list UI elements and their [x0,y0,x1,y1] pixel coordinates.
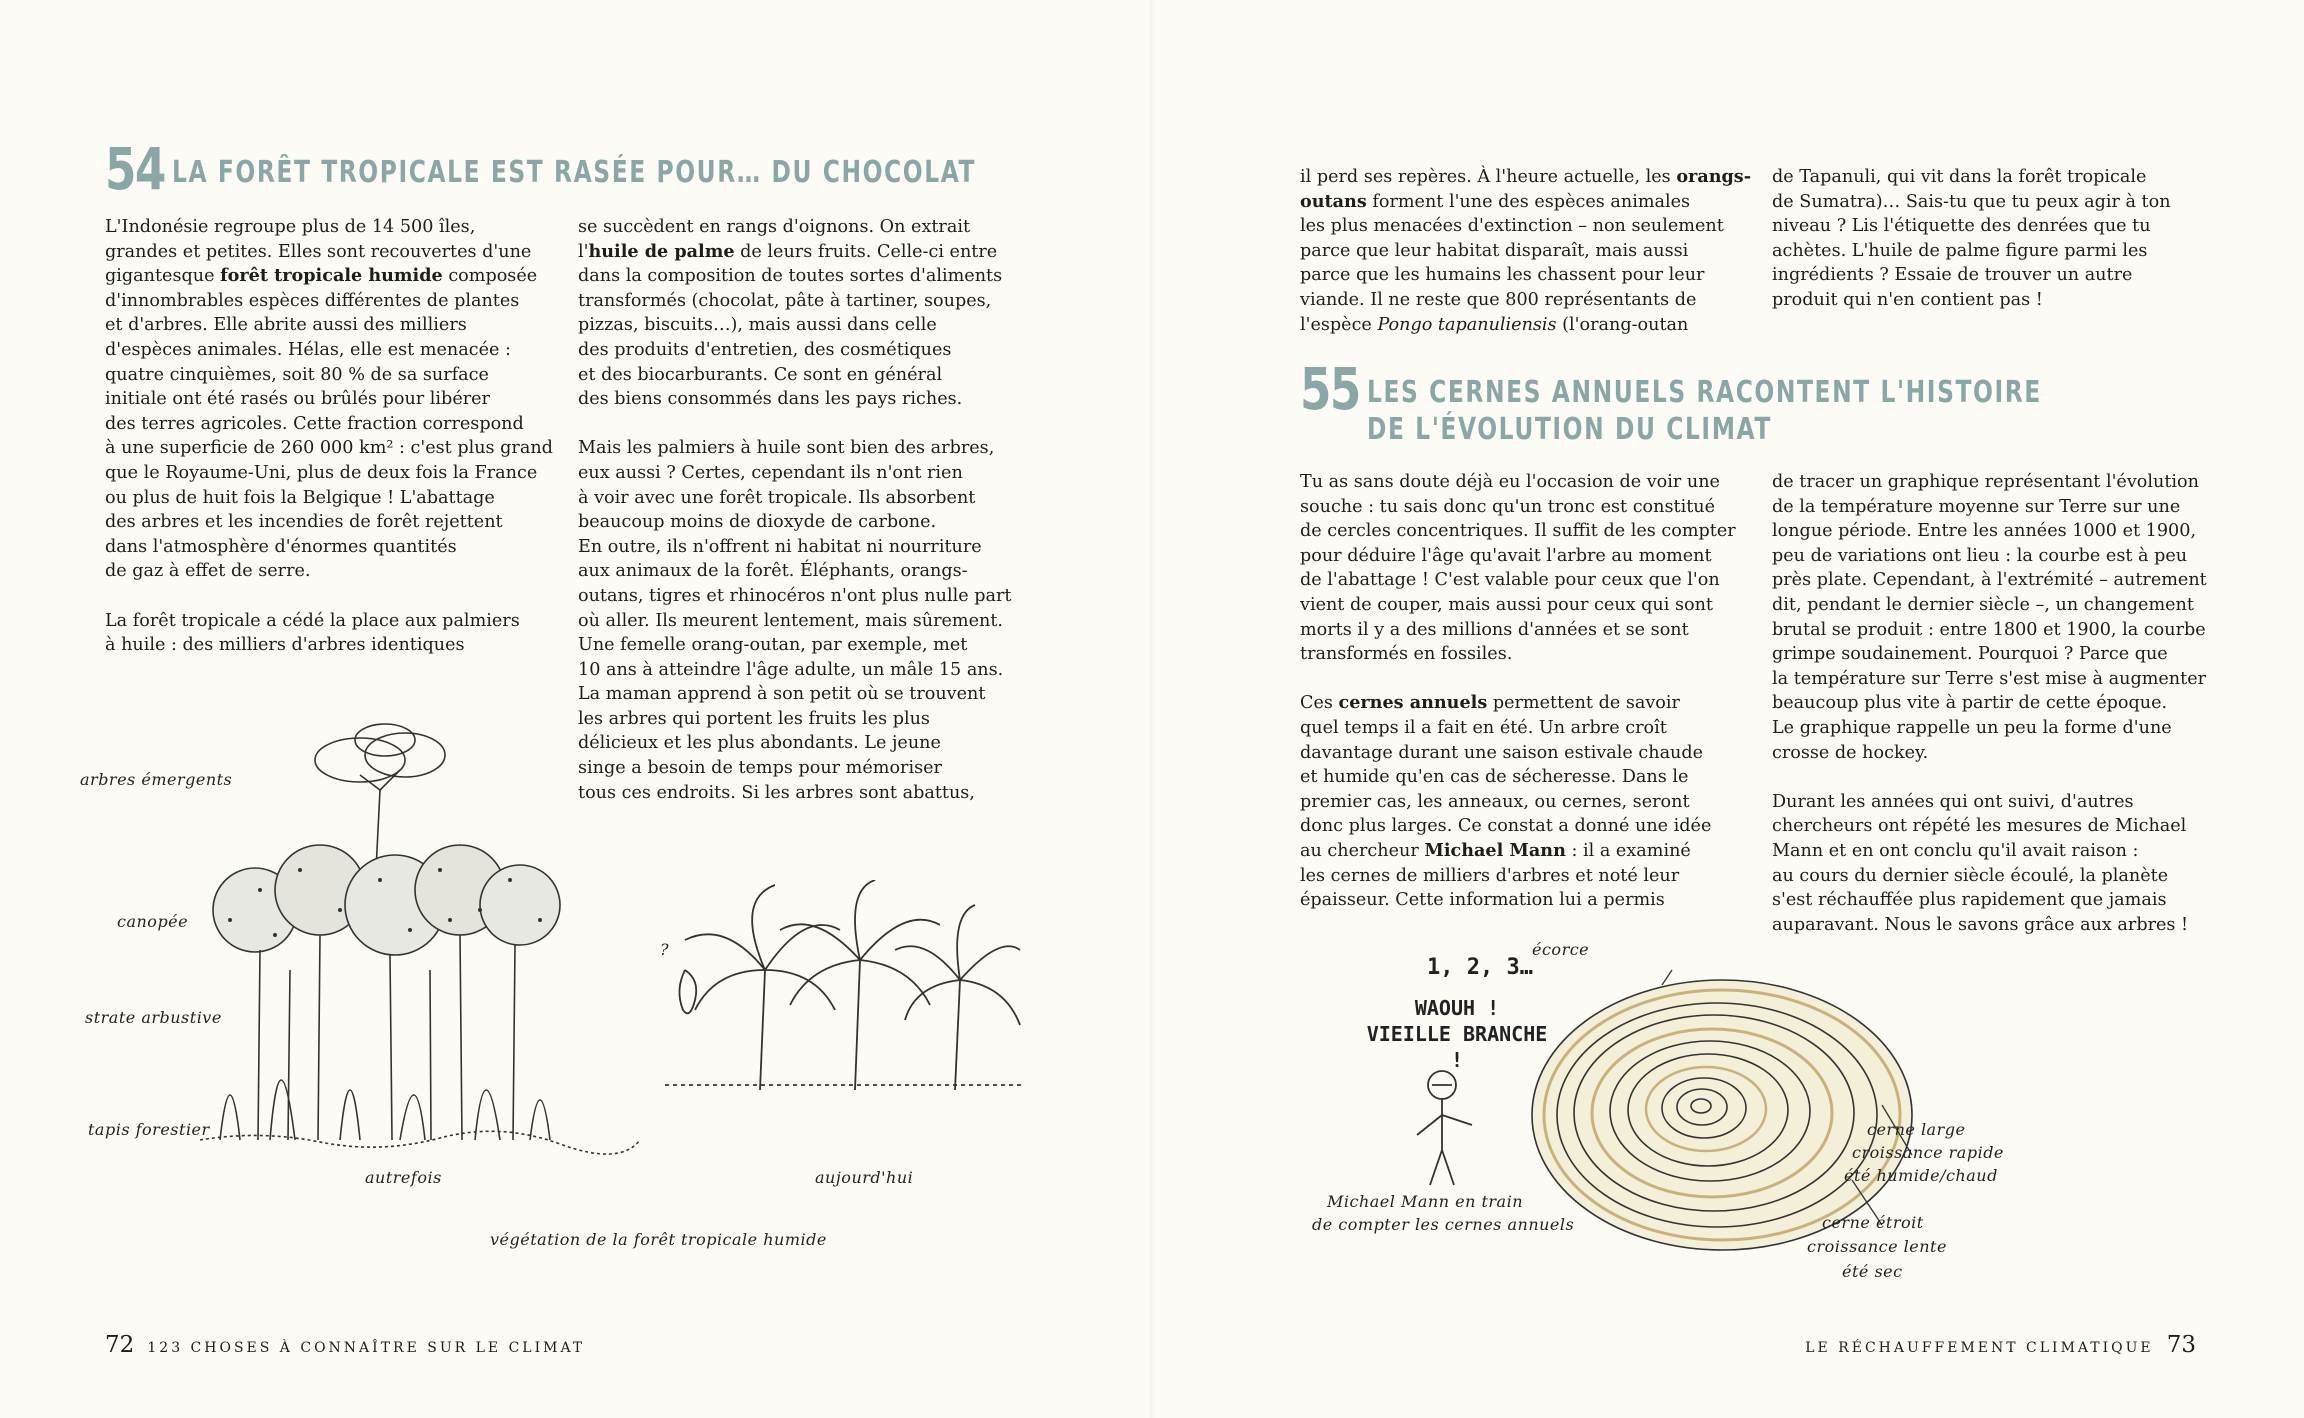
label-autrefois: autrefois [365,1168,442,1187]
paragraph: L'Indonésie regroupe plus de 14 500 îles, grandes et petites. Elles sont recouvertes d'une gigantesque forêt tropicale humide composée d'innombrables espèces différentes de plantes et d'arbres. Elle abrite aussi des milliers d'espèces animales. Hélas, elle est menacée : quatre cinquièmes, soit 80 % de sa surface initiale ont été rasés ou brûlés pour libérer des terres agricoles. Cette fraction correspond à une superficie de 260 000 km² : c'est plus grand que le Royaume-Uni, plus de deux fois la France ou plus de huit fois la Belgique ! L'abattage des arbres et les incendies de forêt rejettent dans l'atmosphère d'énormes quantités de gaz à effet de serre. [105,217,553,582]
label-large-3: été humide/chaud [1844,1166,1998,1185]
chapter-number: 54 [105,135,165,203]
label-mann-2: de compter les cernes annuels [1312,1215,1575,1234]
chapter-title-line-1: LES CERNES ANNUELS RACONTENT L'HISTOIRE [1366,375,2042,410]
label-emergents: arbres émergents [80,770,233,789]
michael-mann-figure [1392,1055,1512,1195]
paragraph: se succèdent en rangs d'oignons. On extrait l'huile de palme de leurs fruits. Celle-ci entre dans la composition de toutes sortes d'aliments transformés (chocolat, pâte à tartiner, soupes, pizzas, biscuits…), mais aussi dans celle des produits d'entretien, des cosmétiques et des biocarburants. Ce sont en général des biens consommés dans les pays riches. [578,217,1003,410]
rainforest-illustration [200,720,640,1160]
label-ecorce: écorce [1532,940,1590,959]
column-2-top [1772,165,2232,313]
page-number: 72 [105,1332,135,1358]
chapter-54-heading [105,135,1203,203]
illustration-caption: végétation de la forêt tropicale humide [490,1230,827,1249]
chapter-number: 55 [1300,355,1360,423]
label-large-2: croissance rapide [1852,1143,2004,1162]
chapter-title-line-2: DE L'ÉVOLUTION DU CLIMAT [1366,412,1772,447]
column-2 [578,215,1038,805]
paragraph: Mais les palmiers à huile sont bien des arbres, eux aussi ? Certes, cependant ils n'ont rien à voir avec une forêt tropicale. Ils absorbent beaucoup moins de dioxyde de carbone. En outre, ils n'offrent ni habitat ni nourriture aux animaux de la forêt. Éléphants, orangs- outans, tigres et rhinocéros n'ont plus nulle part où aller. Ils meurent lentement, mais sûrement. Une femelle orang-outan, par exemple, met 10 ans à atteindre l'âge adulte, un mâle 15 ans. La maman apprend à son petit où se trouvent les arbres qui portent les fruits les plus délicieux et les plus abondants. Le jeune singe a besoin de temps pour mémoriser tous ces endroits. Si les arbres sont abattus, [578,438,1012,803]
paragraph: Durant les années qui ont suivi, d'autres chercheurs ont répété les mesures de Michael Mann et en ont conclu qu'il avait raison : au cours du dernier siècle écoulé, la planète s'est réchauffée plus rapidement que jamais auparavant. Nous le savons grâce aux arbres ! [1772,791,2189,935]
column-1 [105,215,555,658]
label-tapis: tapis forestier [88,1120,210,1139]
label-question: ? [660,940,670,959]
speech-bubble [1357,995,1557,1073]
label-mann-1: Michael Mann en train [1327,1192,1523,1211]
column-1-top [1300,165,1760,337]
paragraph: il perd ses repères. À l'heure actuelle, les orangs- outans forment l'une des espèces animales les plus menacées d'extinction – non seulement parce que leur habitat disparaît, mais aussi parce que les humains les chassent pour leur viande. Il ne reste que 800 représentants de l'espèce Pongo tapanuliensis (l'orang-outan [1300,166,1752,335]
right-page [1152,0,2304,1418]
label-large-1: cerne large [1867,1120,1966,1139]
column-1 [1300,470,1760,913]
chapter-title: LA FORÊT TROPICALE EST RASÉE POUR… DU CHOCOLAT [171,155,976,190]
page-number: 73 [2166,1332,2196,1358]
paragraph: de tracer un graphique représentant l'évolution de la température moyenne sur Terre sur une longue période. Entre les années 1000 et 1900, peu de variations ont lieu : la courbe est à peu près plate. Cependant, à l'extrémité – autrement dit, pendant le dernier siècle –, un changement brutal se produit : entre 1800 et 1900, la courbe grimpe soudainement. Pourquoi ? Parce que la température sur Terre s'est mise à augmenter beaucoup plus vite à partir de cette époque. Le graphique rappelle un peu la forme d'une crosse de hockey. [1772,472,2207,763]
column-2 [1772,470,2242,937]
label-strate: strate arbustive [85,1008,222,1027]
speech-line-1: WAOUH ! [1414,996,1500,1020]
label-aujourdhui: aujourd'hui [815,1168,914,1187]
label-etroit-2: croissance lente [1807,1237,1947,1256]
label-count: 1, 2, 3… [1427,955,1533,980]
label-canopee: canopée [117,912,189,931]
paragraph: de Tapanuli, qui vit dans la forêt tropicale de Sumatra)… Sais-tu que tu peux agir à ton niveau ? Lis l'étiquette des denrées que tu achètes. L'huile de palme figure parmi les ingrédients ? Essaie de trouver un autre produit qui n'en contient pas ! [1772,167,2171,310]
paragraph: Tu as sans doute déjà eu l'occasion de voir une souche : tu sais donc qu'un tronc est constitué de cercles concentriques. Il suffit de les compter pour déduire l'âge qu'avait l'arbre au moment de l'abattage ! C'est valable pour ceux que l'on vient de couper, mais aussi pour ceux qui sont morts il y a des millions d'années et se sont transformés en fossiles. [1300,472,1736,665]
running-head: LE RÉCHAUFFEMENT CLIMATIQUE [1805,1340,2154,1356]
paragraph: Ces cernes annuels permettent de savoir quel temps il a fait en été. Un arbre croît davantage durant une saison estivale chaude et humide qu'en cas de sécheresse. Dans le premier cas, les anneaux, ou cernes, seront donc plus larges. Ce constat a donné une idée au chercheur Michael Mann : il a examiné les cernes de milliers d'arbres et noté leur épaisseur. Cette information lui a permis [1300,692,1712,911]
paragraph: La forêt tropicale a cédé la place aux palmiers à huile : des milliers d'arbres identiques [105,610,520,656]
label-etroit-3: été sec [1842,1262,1903,1281]
speech-line-2: VIEILLE BRANCHE ! [1366,1022,1548,1072]
chapter-55-heading [1300,355,2232,448]
footer-right [1805,1332,2196,1358]
running-head: 123 CHOSES À CONNAÎTRE SUR LE CLIMAT [147,1340,586,1356]
label-etroit-1: cerne étroit [1822,1213,1924,1232]
palm-plantation-illustration [665,880,1025,1100]
footer-left [105,1332,585,1358]
